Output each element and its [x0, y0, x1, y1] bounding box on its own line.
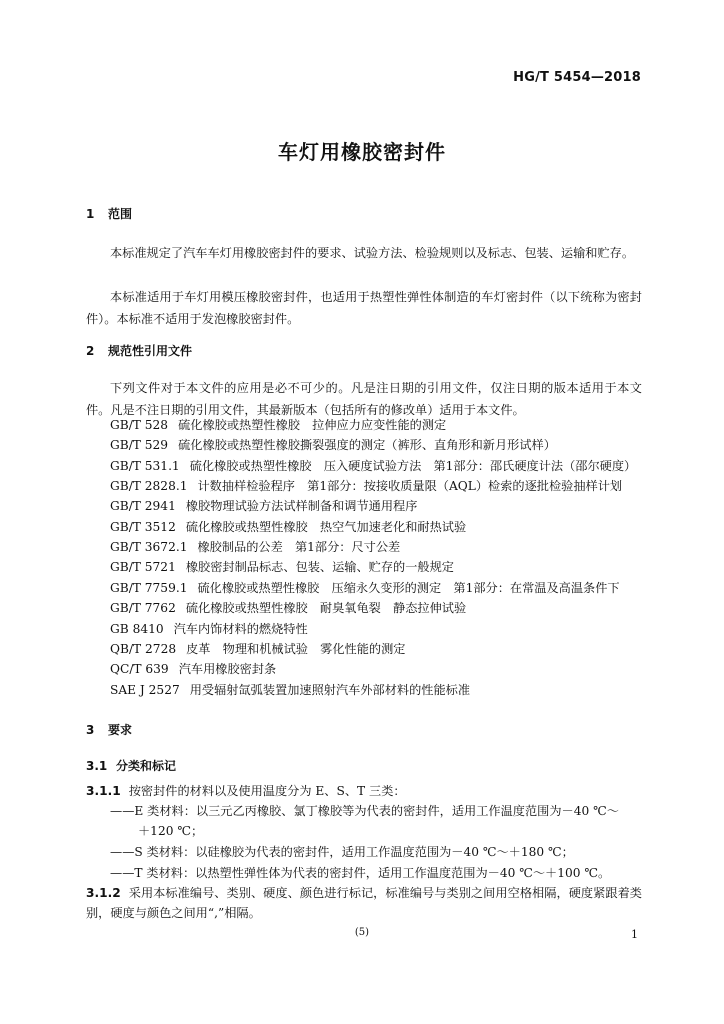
clause-number: 3.1.2	[86, 886, 121, 900]
clause-text: 按密封件的材料以及使用温度分为 E、S、T 三类：	[128, 784, 406, 798]
reference-code: SAE J 2527	[110, 682, 180, 697]
reference-title: 橡胶制品的公差 第1部分：尺寸公差	[197, 539, 401, 554]
reference-title: 用受辐射氙弧装置加速照射汽车外部材料的性能标准	[189, 682, 471, 697]
reference-item	[110, 496, 650, 516]
document-code: HG/T 5454—2018	[513, 70, 641, 85]
reference-item	[110, 537, 650, 557]
reference-item	[110, 619, 650, 639]
list-item	[110, 863, 642, 883]
reference-title: 硫化橡胶或热塑性橡胶 拉伸应力应变性能的测定	[178, 418, 447, 432]
material-class-list	[110, 801, 642, 884]
reference-title: 汽车内饰材料的燃烧特性	[173, 621, 308, 636]
reference-title: 汽车用橡胶密封条	[178, 662, 277, 677]
document-title: 车灯用橡胶密封件	[278, 140, 446, 164]
reference-item	[110, 557, 650, 577]
section-title: 范围	[108, 207, 133, 221]
section-number: 2	[86, 344, 95, 358]
list-item	[110, 801, 642, 841]
list-item	[110, 842, 642, 862]
reference-item	[86, 476, 650, 496]
reference-title: 橡胶物理试验方法试样制备和调节通用程序	[185, 499, 418, 514]
section-1-paragraph-1: 本标准规定了汽车车灯用橡胶密封件的要求、试验方法、检验规则以及标志、包装、运输和贮存。	[110, 246, 635, 260]
subsection-title: 分类和标记	[116, 759, 177, 773]
reference-code: GB/T 3672.1	[110, 539, 188, 554]
reference-title: 硫化橡胶或热塑性橡胶 压入硬度试验方法 第1部分：邵氏硬度计法（邵尔硬度）	[189, 458, 637, 473]
section-1-heading	[86, 206, 642, 223]
section-number: 1	[86, 207, 95, 221]
section-number: 3	[86, 723, 95, 737]
reference-item	[110, 435, 650, 455]
reference-code: GB/T 7759.1	[110, 580, 188, 595]
reference-item	[110, 639, 650, 659]
reference-item	[110, 456, 650, 476]
list-item-line: ——T 类材料：以热塑性弹性体为代表的密封件，适用工作温度范围为－40 ℃～＋100 ℃。	[110, 866, 611, 880]
page-serial: (5)	[354, 927, 370, 938]
reference-code: GB/T 5721	[110, 560, 176, 575]
reference-title: 计数抽样检验程序 第1部分：按接收质量限（AQL）检索的逐批检验抽样计划	[197, 479, 623, 494]
reference-code: QB/T 2728	[110, 641, 177, 656]
subsection-number: 3.1	[86, 759, 108, 773]
list-item-continuation: ＋120 ℃；	[138, 824, 204, 838]
list-item-line: ——S 类材料：以硅橡胶为代表的密封件，适用工作温度范围为－40 ℃～＋180 ℃；	[110, 845, 574, 859]
section-title: 要求	[108, 723, 133, 737]
reference-item	[110, 578, 650, 598]
reference-title: 硫化橡胶或热塑性橡胶 压缩永久变形的测定 第1部分：在常温及高温条件下	[197, 580, 620, 595]
reference-title: 皮革 物理和机械试验 雾化性能的测定	[186, 641, 406, 656]
reference-title: 橡胶密封制品标志、包装、运输、贮存的一般规定	[185, 560, 454, 575]
reference-code: GB/T 2828.1	[110, 479, 188, 494]
reference-item	[110, 680, 650, 700]
section-2-heading	[86, 343, 642, 360]
list-item-line: ——E 类材料：以三元乙丙橡胶、氯丁橡胶等为代表的密封件，适用工作温度范围为－40 ℃～	[110, 804, 619, 818]
reference-item	[110, 517, 650, 537]
clause-text: 采用本标准编号、类别、硬度、颜色进行标记，标准编号与类别之间用空格相隔，硬度紧跟着类别，硬度与颜色之间用“,”相隔。	[86, 886, 642, 920]
section-title: 规范性引用文件	[108, 344, 193, 358]
reference-title: 硫化橡胶或热塑性橡胶撕裂强度的测定（裤形、直角形和新月形试样）	[178, 438, 556, 453]
reference-code: GB/T 7762	[110, 601, 176, 616]
reference-code: GB 8410	[110, 621, 164, 636]
section-3-heading	[86, 722, 642, 739]
subsection-3-1-heading	[86, 758, 642, 775]
section-2-intro: 下列文件对于本文件的应用是必不可少的。凡是注日期的引用文件，仅注日期的版本适用于本文件。凡是不注日期的引用文件，其最新版本（包括所有的修改单）适用于本文件。	[86, 381, 642, 417]
reference-code: GB/T 3512	[110, 519, 176, 534]
reference-list	[110, 415, 650, 700]
reference-title: 硫化橡胶或热塑性橡胶 热空气加速老化和耐热试验	[185, 519, 467, 534]
reference-code: GB/T 531.1	[110, 458, 180, 473]
reference-code: GB/T 2941	[110, 499, 176, 514]
page-number: 1	[631, 928, 638, 941]
section-1-paragraph-2: 本标准适用于车灯用模压橡胶密封件，也适用于热塑性弹性体制造的车灯密封件（以下统称为密封件）。本标准不适用于发泡橡胶密封件。	[86, 290, 642, 326]
reference-item	[110, 659, 650, 679]
reference-code: GB/T 528	[110, 418, 169, 432]
reference-title: 硫化橡胶或热塑性橡胶 耐臭氧龟裂 静态拉伸试验	[185, 601, 467, 616]
reference-code: QC/T 639	[110, 662, 169, 677]
clause-3-1-2	[86, 883, 642, 923]
reference-item	[110, 415, 650, 435]
reference-item	[110, 598, 650, 618]
clause-3-1-1	[86, 781, 642, 801]
clause-number: 3.1.1	[86, 784, 121, 798]
reference-code: GB/T 529	[110, 438, 169, 453]
